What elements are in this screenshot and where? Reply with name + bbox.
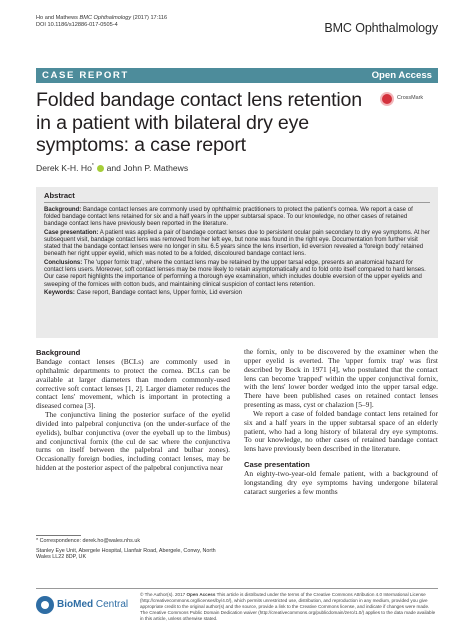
license-lead: © The Author(s). 2017 <box>140 592 187 597</box>
logo-rest-text: Central <box>93 599 129 610</box>
author-join: and John P. Mathews <box>104 163 189 173</box>
affiliation: Stanley Eye Unit, Abergele Hospital, Llanfair Road, Abergele, Conwy, North Wales LL22 8DP, UK <box>36 547 216 560</box>
open-access-label: Open Access <box>371 70 432 81</box>
body-paragraph: the fornix, only to be discovered by the examiner when the upper eyelid is everted. The 'upper fornix trap' was first described by Bock in 1971 [4], who postulated that the contact lens can become 'trapped' within the upper conjunctival fornix, with the lens' lower border wedged into the upper tarsal edge. There have been published cases on retained contact lenses presenting as mass, cyst or chalazion [5–9]. <box>244 347 438 410</box>
abstract-case-label: Case presentation: <box>44 229 99 236</box>
abstract-background <box>44 207 430 228</box>
abstract-heading: Abstract <box>44 191 75 200</box>
article-type-band <box>36 68 438 83</box>
biomed-central-logo[interactable] <box>36 596 136 614</box>
body-paragraph: An eighty-two-year-old female patient, with a background of longstanding dry eye symptoms having undergone bilateral cataract surgeries a few months <box>244 469 438 496</box>
footnote <box>36 538 226 564</box>
abstract-conclusions-label: Conclusions: <box>44 260 83 267</box>
abstract-background-text: Bandage contact lenses are commonly used by ophthalmic practitioners to protect the patient's cornea. We report a case of folded bandage contact lens retained for six and a half years in the upper subtarsal space. To our knowledge, no other cases of retained bandage contact lens have previously been reported in the literature. <box>44 207 413 228</box>
journal-name: BMC Ophthalmology <box>324 21 438 35</box>
abstract-box <box>36 187 438 338</box>
license-body: This article is distributed under the terms of the Creative Commons Attribution 4.0 International License (http://creativecommons.org/licenses/by/4.0/), which permits unrestricted use, distribution, and reproduction in any medium, provided you give appropriate credit to the original author(s) and the source, provide a link to the Creative Commons license, and indicate if changes were made. The Creative Commons Public Domain Dedication waiver (http://creativecommons.org/publicdomain/zero/1.0/) applies to the data made available in this article, unless otherwise stated. <box>140 592 436 621</box>
biomed-central-icon <box>36 596 54 614</box>
crossmark-label: CrossMark <box>397 95 424 101</box>
keywords-label: Keywords: <box>44 290 75 297</box>
body-column-left <box>36 348 230 473</box>
crossmark-badge[interactable] <box>380 92 438 106</box>
biomed-central-wordmark <box>57 599 128 610</box>
citation-journal: BMC Ophthalmology <box>79 15 132 21</box>
footer-divider <box>36 588 438 589</box>
author-list <box>36 163 188 173</box>
citation-authors: Ho and Mathews <box>36 15 78 21</box>
abstract-conclusions-text: The 'upper fornix trap', where the contact lens may be retained by the upper tarsal edge, presents an anatomical hazard for contact lens users. Moreover, soft contact lenses may be more likely to retain asymptomatically and to fold onto itself compared to hard lenses. Our case report highlights the importance of performing a thorough eye examination, which includes double eversion of the upper eyelids and sweeping of the fornices with cotton buds, and maintaining clinical suspicion of contact lens retention. <box>44 260 426 288</box>
crossmark-icon <box>380 92 394 106</box>
citation-ref: (2017) 17:116 <box>132 15 168 21</box>
abstract-background-label: Background: <box>44 207 82 213</box>
citation-block <box>36 15 167 30</box>
license-open-access: Open Access <box>186 592 216 597</box>
body-paragraph: The conjunctiva lining the posterior surface of the eyelid divided into palpebral conjunctiva (on the under-surface of the eyelids), bulbar conjunctiva (over the eyeball up to the limbus) and conjunctival fornix (the cul de sac where the conjunctiva turns on itself between the palpebral and bulbar zones). Occasionally foreign bodies, including contact lenses, may be hidden at the posterior aspect of the palpebral conjunctiva near <box>36 410 230 473</box>
citation-line <box>36 15 167 22</box>
license-text <box>140 592 438 622</box>
article-title: Folded bandage contact lens retention in a patient with bilateral dry eye symptoms: a case report <box>36 89 362 157</box>
section-heading-case: Case presentation <box>244 460 310 470</box>
abstract-body <box>44 207 430 299</box>
logo-bold-text: BioMed <box>57 599 94 610</box>
abstract-case-text: A patient was applied a pair of bandage contact lenses due to persistent ocular pain secondary to dry eye symptoms. At her subsequent visit, bandage contact lens was removed from her left eye, but none was found in the right eye. Documentation from further visit stated that the bandage contact lenses were no longer in situ. 6.5 years since the lens insertion, lid eversion revealed a 'foreign body' retained beneath her right upper eyelid, which was noted to be a folded, discoloured bandage contact lens. <box>44 229 430 258</box>
author-name[interactable]: Derek K-H. Ho <box>36 163 92 173</box>
abstract-divider <box>44 202 430 203</box>
body-paragraph: We report a case of folded bandage contact lens retained for six and a half years in the upper subtarsal space of an elderly patient, who had a long history of bilateral dry eye symptoms. To our knowledge, no other cases of retained bandage contact lens have previously been described in the literature. <box>244 408 438 454</box>
footnote-divider <box>36 535 81 536</box>
body-paragraph: Bandage contact lenses (BCLs) are commonly used in ophthalmic departments to protect the cornea. BCLs can be available at larger diameters than modern commonly-used corrective soft contact lenses [1, 2]. Larger diameter reduces the contact lens' movement, which is important in protecting a diseased cornea [3]. <box>36 357 230 411</box>
abstract-keywords <box>44 290 430 297</box>
abstract-case <box>44 230 430 259</box>
doi[interactable]: DOI 10.1186/s12886-017-0505-4 <box>36 22 118 29</box>
body-column-right <box>244 348 438 497</box>
article-type-label: CASE REPORT <box>42 70 129 81</box>
correspondence[interactable]: * Correspondence: derek.ho@wales.nhs.uk <box>36 538 141 544</box>
corresponding-mark: * <box>91 163 94 170</box>
keywords-text: Case report, Bandage contact lens, Upper fornix, Lid eversion <box>74 290 242 297</box>
abstract-conclusions <box>44 260 430 289</box>
section-heading-background: Background <box>36 348 81 357</box>
